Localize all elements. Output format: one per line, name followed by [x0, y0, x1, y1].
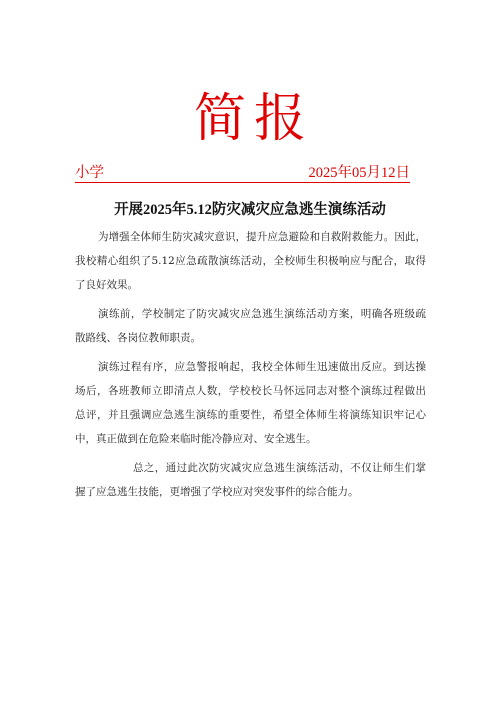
paragraph-3 [75, 355, 426, 451]
issue-date: 2025年05月12日 [308, 165, 410, 181]
paragraph-line: 握了应急逃生技能，更增强了学校应对突发事件的综合能力。 [75, 486, 359, 498]
paragraph-4 [75, 456, 426, 504]
paragraph-line: 中，真正做到在危险来临时能冷静应对、安全逃生。 [75, 433, 317, 445]
paragraph-line: 散路线、各岗位教师职责。 [75, 332, 201, 344]
masthead-title: 简报 [193, 89, 314, 149]
paragraph-line: 了良好效果。 [75, 279, 138, 291]
paragraph-line: 总评，并且强调应急逃生演练的重要性，希望全体师生将演练知识牢记心 [75, 409, 426, 421]
article-body [75, 225, 426, 509]
paragraph-line: 演练前，学校制定了防灾减灾应急逃生演练活动方案，明确各班级疏 [98, 308, 426, 320]
paragraph-line: 为增强全体师生防灾减灾意识，提升应急避险和自救附救能力。因此， [98, 231, 426, 243]
paragraph-2 [75, 302, 426, 350]
paragraph-line: 总之，通过此次防灾减灾应急逃生演练活动，不仅让师生们掌 [133, 462, 426, 474]
masthead-row [75, 164, 410, 183]
paragraph-line: 演练过程有序，应急警报响起，我校全体师生迅速做出反应。到达操 [98, 361, 426, 373]
paragraph-1 [75, 225, 426, 297]
paragraph-line: 场后，各班教师立即清点人数，学校校长马怀远同志对整个演练过程做出 [75, 385, 426, 397]
paragraph-line: 我校精心组织了5.12应急疏散演练活动，全校师生积极响应与配合，取得 [75, 255, 426, 267]
article-headline: 开展2025年5.12防灾减灾应急逃生演练活动 [114, 202, 386, 218]
organization-name: 小学 [75, 165, 104, 181]
